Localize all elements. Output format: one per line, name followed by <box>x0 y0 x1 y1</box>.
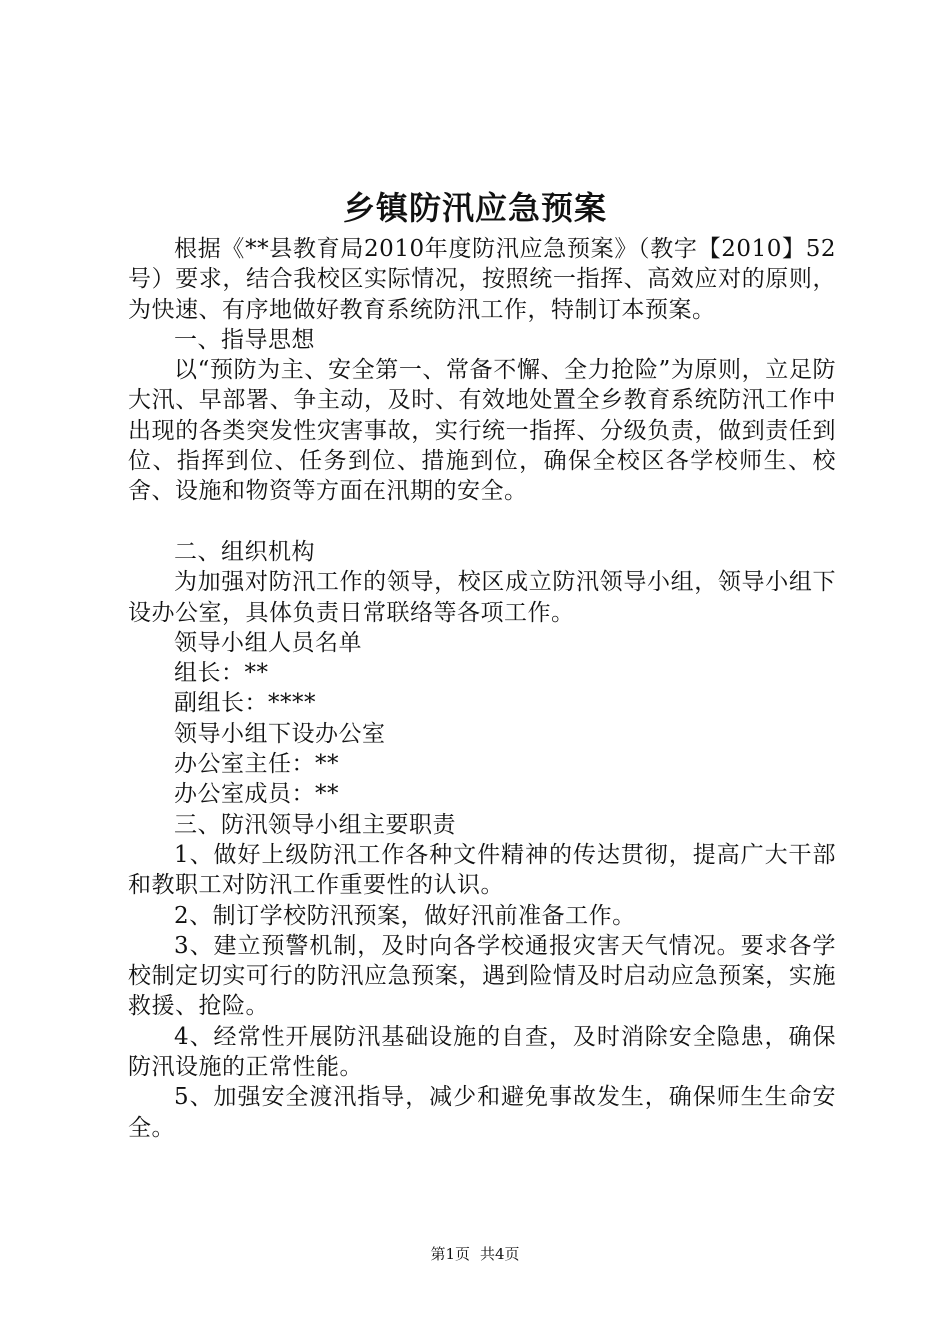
list-item-deputy-leader: 副组长：**** <box>174 690 316 717</box>
section-heading-organization: 二、组织机构 <box>174 538 315 565</box>
blank-line <box>128 507 836 537</box>
page-number-current: 第1页 <box>430 1245 470 1263</box>
list-item-office-members: 办公室成员：** <box>174 781 339 808</box>
list-item-duty-4: 4、经常性开展防汛基础设施的自查，及时消除安全隐患，确保防汛设施的正常性能。 <box>128 1023 836 1081</box>
list-item-office-director: 办公室主任：** <box>174 751 339 778</box>
section-heading-duties: 三、防汛领导小组主要职责 <box>174 811 456 838</box>
page-number-total: 共4页 <box>480 1245 520 1263</box>
list-item-duty-5: 5、加强安全渡汛指导，减少和避免事故发生，确保师生生命安全。 <box>128 1084 836 1141</box>
list-item-office: 领导小组下设办公室 <box>174 720 386 747</box>
paragraph-intro: 根据《**县教育局2010年度防汛应急预案》（教字【2010】52号）要求，结合我校区实际情况，按照统一指挥、高效应对的原则，为快速、有序地做好教育系统防汛工作，特制订本预案。 <box>128 236 836 323</box>
list-item-duty-1: 1、做好上级防汛工作各种文件精神的传达贯彻，提高广大干部和教职工对防汛工作重要性的认识。 <box>128 841 836 899</box>
document-title: 乡镇防汛应急预案 <box>342 189 607 227</box>
document-body <box>128 234 836 1143</box>
paragraph-organization: 为加强对防汛工作的领导，校区成立防汛领导小组，领导小组下设办公室，具体负责日常联络等各项工作。 <box>128 569 836 626</box>
list-item-duty-3: 3、建立预警机制，及时向各学校通报灾害天气情况。要求各学校制定切实可行的防汛应急预案，遇到险情及时启动应急预案，实施救援、抢险。 <box>128 932 836 1020</box>
paragraph-guiding-ideology: 以“预防为主、安全第一、常备不懈、全力抢险”为原则，立足防大汛、早部署、争主动，及时、有效地处置全乡教育系统防汛工作中出现的各类突发性灾害事故，实行统一指挥、分级负责，做到责任到位、指挥到位、任务到位、措施到位，确保全校区各学校师生、校舍、设施和物资等方面在汛期的安全。 <box>128 357 836 505</box>
list-item-member-list: 领导小组人员名单 <box>174 629 362 656</box>
page-footer <box>0 1244 950 1264</box>
section-heading-guiding-ideology: 一、指导思想 <box>174 326 315 353</box>
list-item-leader: 组长：** <box>174 660 269 687</box>
list-item-duty-2: 2、制订学校防汛预案，做好汛前准备工作。 <box>174 902 636 929</box>
